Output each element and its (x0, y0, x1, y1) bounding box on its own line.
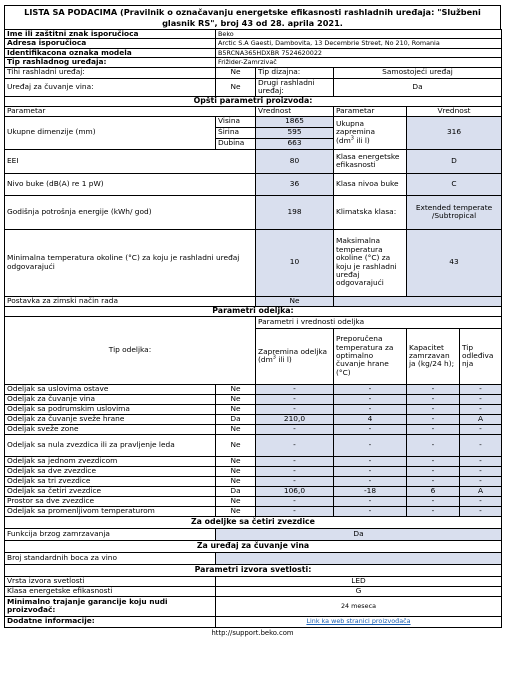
compartment-present: Ne (216, 456, 256, 466)
min-temp-label: Minimalna temperatura okoline (°C) za koju je rashladni uređaj odgovarajući (5, 229, 256, 296)
compartment-temp: -18 (334, 486, 407, 496)
table-row (5, 434, 502, 456)
noise-class-value: C (407, 173, 502, 195)
brand-label: Ime ili zaštitni znak isporučioca (5, 30, 216, 39)
datasheet (4, 5, 501, 637)
compartment-name: Odeljak sa tri zvezdice (5, 476, 216, 486)
consumption-label: Godišnja potrošnja energije (kWh/ god) (5, 195, 256, 229)
fast-freeze-label: Funkcija brzog zamrzavanja (5, 528, 216, 540)
wine-device-value: Ne (216, 78, 256, 96)
design-label: Tip dizajna: (256, 67, 334, 78)
col-value-header-2: Vrednost (407, 106, 502, 116)
compartments-heading: Parametri odeljka: (5, 306, 502, 316)
compartment-capacity: - (407, 404, 460, 414)
dimensions-label: Ukupne dimenzije (mm) (5, 116, 216, 149)
width-value: 595 (256, 127, 334, 138)
light-type-value: LED (216, 576, 502, 586)
compartment-present: Ne (216, 476, 256, 486)
compartment-defrost: - (460, 466, 502, 476)
compartment-name: Odeljak za čuvanje sveže hrane (5, 414, 216, 424)
compartment-capacity: - (407, 476, 460, 486)
compartment-present: Ne (216, 506, 256, 516)
compartment-temp: 4 (334, 414, 407, 424)
compartment-temp: - (334, 384, 407, 394)
compartment-capacity: - (407, 394, 460, 404)
warranty-label: Minimalno trajanje garancije koju nudi proizvođač: (5, 596, 216, 616)
depth-label: Dubina (216, 138, 256, 149)
compartment-present: Da (216, 486, 256, 496)
wine-bottles-value (216, 552, 502, 564)
address-label: Adresa isporučioca (5, 39, 216, 48)
table-row (5, 404, 502, 414)
compartment-temp: - (334, 394, 407, 404)
table-row (5, 486, 502, 496)
col-compartment-temp: Preporučena temperatura za optimalno čuvanje hrane (°C) (334, 328, 407, 384)
light-class-value: G (216, 586, 502, 596)
compartment-present: Ne (216, 394, 256, 404)
other-device-label: Drugi rashladni uređaj: (256, 78, 334, 96)
light-class-label: Klasa energetske efikasnosti (5, 586, 216, 596)
model-label: Identifikacona oznaka modela (5, 48, 216, 57)
eclass-value: D (407, 149, 502, 173)
max-temp-value: 43 (407, 229, 502, 296)
eei-label: EEI (5, 149, 256, 173)
compartment-capacity: - (407, 384, 460, 394)
compartment-present: Ne (216, 424, 256, 434)
compartment-present: Ne (216, 496, 256, 506)
compartment-capacity: - (407, 414, 460, 424)
compartment-capacity: - (407, 506, 460, 516)
general-heading: Opšti parametri proizvoda: (5, 96, 502, 106)
compartment-name: Odeljak za čuvanje vina (5, 394, 216, 404)
winter-value: Ne (256, 296, 334, 306)
compartment-capacity: - (407, 466, 460, 476)
table-row (5, 414, 502, 424)
other-device-value: Da (334, 78, 502, 96)
compartment-defrost: - (460, 424, 502, 434)
compartment-name: Odeljak sa promenljivom temperaturom (5, 506, 216, 516)
compartment-values-header: Parametri i vrednosti odeljka (256, 316, 502, 328)
compartment-capacity: - (407, 434, 460, 456)
compartment-volume: - (256, 424, 334, 434)
table-row (5, 496, 502, 506)
compartment-temp: - (334, 434, 407, 456)
compartment-temp: - (334, 456, 407, 466)
compartment-volume: - (256, 506, 334, 516)
fast-freeze-value: Da (216, 528, 502, 540)
table-row (5, 456, 502, 466)
light-heading: Parametri izvora svetlosti: (5, 564, 502, 576)
table-row (5, 466, 502, 476)
light-type-label: Vrsta izvora svetlosti (5, 576, 216, 586)
footer-url: http://support.beko.com (211, 628, 294, 637)
compartment-present: Ne (216, 434, 256, 456)
depth-value: 663 (256, 138, 334, 149)
table-row (5, 476, 502, 486)
brand-value: Beko (216, 30, 502, 39)
climate-label: Klimatska klasa: (334, 195, 407, 229)
volume-value: 316 (407, 116, 502, 149)
compartment-volume: 210,0 (256, 414, 334, 424)
table-row (5, 384, 502, 394)
compartment-name: Odeljak sa dve zvezdice (5, 466, 216, 476)
compartment-name: Odeljak sveže zone (5, 424, 216, 434)
col-value-header: Vrednost (256, 106, 334, 116)
table-row (5, 506, 502, 516)
volume-label: Ukupna zapremina ($dm^3$ ili l) (334, 116, 407, 149)
warranty-value: 24 meseca (216, 596, 502, 616)
compartment-volume: - (256, 404, 334, 414)
compartment-name: Odeljak sa podrumskim uslovima (5, 404, 216, 414)
table-row (5, 424, 502, 434)
eclass-label: Klasa energetske efikasnosti (334, 149, 407, 173)
compartment-capacity: - (407, 496, 460, 506)
compartment-defrost: - (460, 496, 502, 506)
wine-bottles-label: Broj standardnih boca za vino (5, 552, 216, 564)
max-temp-label: Maksimalna temperatura okoline (°C) za koju je rashladni uređaj odgovarajući (334, 229, 407, 296)
eei-value: 80 (256, 149, 334, 173)
noise-label: Nivo buke (dB(A) re 1 pW) (5, 173, 256, 195)
model-value: B5RCNA365HDXBR 7524620022 (216, 48, 502, 57)
col-compartment-capacity: Kapacitet zamrzavan ja (kg/24 h); (407, 328, 460, 384)
compartment-capacity: - (407, 456, 460, 466)
wine-storage-heading: Za uređaj za čuvanje vina (5, 540, 502, 552)
col-compartment-volume: Zapremina odeljka ($dm^3$ ili l) (256, 328, 334, 384)
extra-info-label: Dodatne informacije: (5, 616, 216, 627)
compartment-present: Ne (216, 404, 256, 414)
compartment-volume: - (256, 496, 334, 506)
table-row (5, 394, 502, 404)
design-value: Samostojeći uređaj (334, 67, 502, 78)
four-star-heading: Za odeljke sa četiri zvezdice (5, 516, 502, 528)
compartment-defrost: - (460, 506, 502, 516)
compartment-defrost: - (460, 384, 502, 394)
height-label: Visina (216, 116, 256, 127)
compartment-volume: - (256, 476, 334, 486)
width-label: Širina (216, 127, 256, 138)
compartment-type-header: Tip odeljka: (5, 316, 256, 384)
compartment-temp: - (334, 466, 407, 476)
compartment-name: Odeljak sa jednom zvezdicom (5, 456, 216, 466)
compartment-defrost: - (460, 404, 502, 414)
compartment-defrost: A (460, 414, 502, 424)
col-param-header-2: Parametar (334, 106, 407, 116)
winter-filler (334, 296, 502, 306)
compartment-present: Ne (216, 384, 256, 394)
col-compartment-defrost: Tip odleđiva nja (460, 328, 502, 384)
compartment-name: Prostor sa dve zvezdice (5, 496, 216, 506)
quiet-value: Ne (216, 67, 256, 78)
compartment-name: Odeljak sa uslovima ostave (5, 384, 216, 394)
noise-value: 36 (256, 173, 334, 195)
datasheet-table (4, 29, 502, 628)
type-label: Tip rashladnog uređaja: (5, 58, 216, 67)
compartment-name: Odeljak sa četiri zvezdice (5, 486, 216, 496)
noise-class-label: Klasa nivoa buke (334, 173, 407, 195)
quiet-label: Tihi rashladni uređaj: (5, 67, 216, 78)
compartment-defrost: - (460, 476, 502, 486)
col-param-header: Parametar (5, 106, 256, 116)
wine-device-label: Uređaj za čuvanje vina: (5, 78, 216, 96)
type-value: Frižider-Zamrzivač (216, 58, 502, 67)
compartment-volume: 106,0 (256, 486, 334, 496)
compartment-capacity: - (407, 424, 460, 434)
page-title: LISTA SA PODACIMA (Pravilnik o označavanju energetske efikasnosti rashladnih uređaja: "Službeni glasnik RS", broj 43 od 28. aprila 2021. (4, 5, 501, 29)
compartment-defrost: A (460, 486, 502, 496)
compartment-defrost: - (460, 456, 502, 466)
compartment-volume: - (256, 466, 334, 476)
compartment-volume: - (256, 394, 334, 404)
consumption-value: 198 (256, 195, 334, 229)
compartment-present: Da (216, 414, 256, 424)
compartment-volume: - (256, 456, 334, 466)
compartment-present: Ne (216, 466, 256, 476)
manufacturer-link[interactable]: Link ka web stranici proizvođača (306, 617, 411, 626)
compartment-defrost: - (460, 394, 502, 404)
compartment-volume: - (256, 384, 334, 394)
compartment-defrost: - (460, 434, 502, 456)
min-temp-value: 10 (256, 229, 334, 296)
compartment-name: Odeljak sa nula zvezdica ili za pravljenje leda (5, 434, 216, 456)
compartment-temp: - (334, 424, 407, 434)
compartment-capacity: 6 (407, 486, 460, 496)
compartment-temp: - (334, 404, 407, 414)
compartment-temp: - (334, 476, 407, 486)
extra-info-cell (216, 616, 502, 627)
address-value: Arctic S.A Gaesti, Dambovita, 13 Decembrie Street, No 210, Romania (216, 39, 502, 48)
compartment-temp: - (334, 496, 407, 506)
compartment-volume: - (256, 434, 334, 456)
climate-value: Extended temperate /Subtropical (407, 195, 502, 229)
winter-label: Postavka za zimski način rada (5, 296, 256, 306)
height-value: 1865 (256, 116, 334, 127)
compartment-temp: - (334, 506, 407, 516)
